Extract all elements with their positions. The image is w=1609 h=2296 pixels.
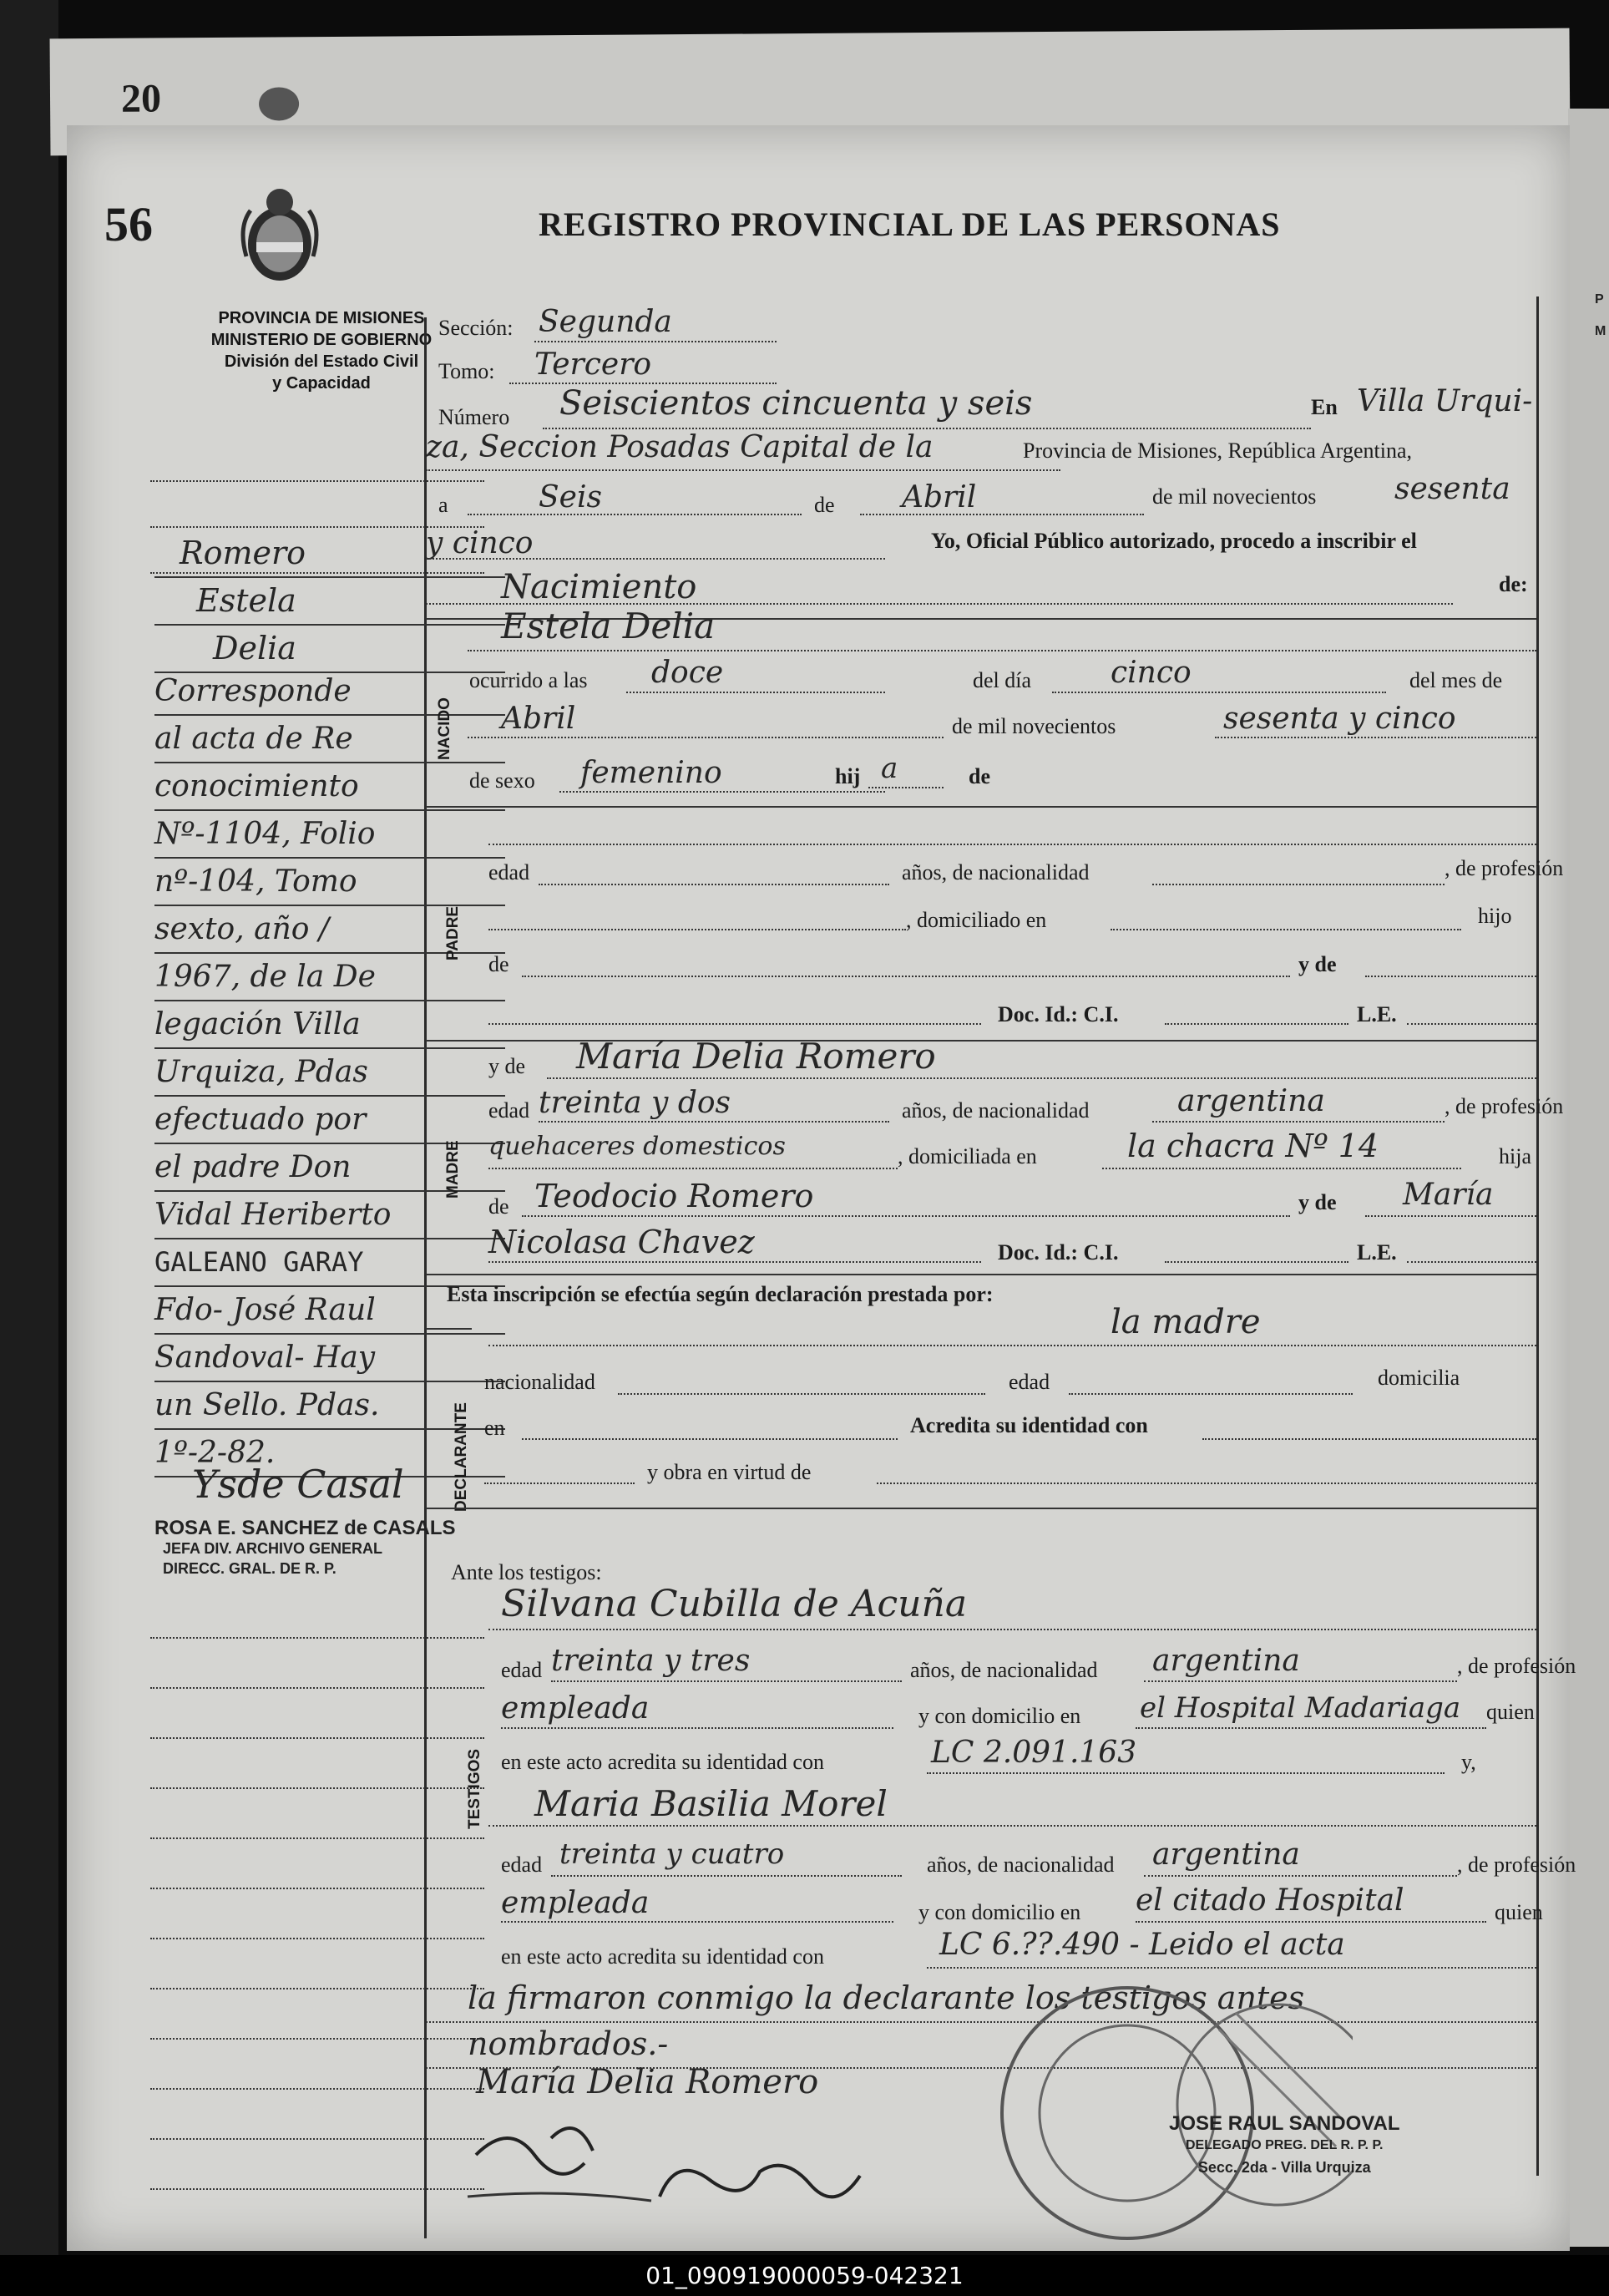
declarante-section-label: DECLARANTE: [453, 1402, 470, 1512]
madre-dom-label: , domiciliada en: [898, 1144, 1037, 1168]
testigo1-nacionalidad: argentina: [1152, 1644, 1300, 1678]
padre-de-label: de: [488, 952, 509, 976]
hij-suffix: a: [881, 752, 898, 785]
ante-label: Ante los testigos:: [451, 1560, 602, 1584]
madre-section-label: MADRE: [444, 1140, 462, 1199]
field-line: [484, 1483, 635, 1484]
coat-of-arms-icon: [234, 177, 326, 286]
en-label: En: [1311, 395, 1338, 419]
anio-value-a: sesenta: [1394, 472, 1510, 506]
mes-value: Abril: [902, 480, 977, 514]
sexo-value: femenino: [580, 756, 722, 790]
testigo1-edad-label: edad: [501, 1658, 543, 1682]
margin-line: [150, 1837, 484, 1839]
field-line: [551, 1680, 902, 1682]
margin-line: [150, 1687, 484, 1689]
madre-de-label: de: [488, 1194, 509, 1219]
tomo-label: Tomo:: [438, 359, 495, 383]
testigo1-acredita-label: en este acto acredita su identidad con: [501, 1750, 824, 1774]
office-heading: PROVINCIA DE MISIONES MINISTERIO DE GOBIERNO División del Estado Civil y Capacidad: [210, 309, 433, 393]
field-line: [488, 844, 1536, 845]
testigo1-nac-label: años, de nacionalidad: [910, 1658, 1098, 1682]
field-line: [501, 1921, 893, 1923]
field-line: [1407, 1261, 1536, 1263]
madre-y-de-label: y de: [488, 1054, 526, 1078]
field-line: [488, 929, 906, 930]
margin-annotation: Corresponde al acta de Re conocimiento Nº-1104, Folio nº-104, Tomo sexto, año / 1967, de la De legación Villa Urquiza, Pdas efectuado por el padre Don Vidal Heriberto GALEANO GARAY Fdo- José Raul Sandoval- Hay un Sello. Pdas. 1º-2-82.: [154, 668, 505, 1477]
margin-line: [150, 1787, 484, 1789]
margin-signature: Ysde Casal: [192, 1462, 404, 1507]
testigo1-profesion: empleada: [501, 1691, 650, 1726]
margin-line: [150, 480, 484, 482]
field-line: [1144, 1680, 1457, 1682]
top-folio-number: 20: [120, 76, 162, 121]
field-line: [1136, 1727, 1486, 1729]
field-line: [501, 1727, 893, 1729]
del-mes-label: del mes de: [1409, 668, 1503, 692]
field-line: [488, 1261, 981, 1263]
binder-edge: [0, 0, 58, 2255]
numero-value: Seiscientos cincuenta y seis: [559, 384, 1033, 423]
margin-line: [150, 2038, 484, 2040]
madre-padre-de: Teodocio Romero: [534, 1178, 814, 1214]
archive-stamp: ROSA E. SANCHEZ de CASALS JEFA DIV. ARCHIVO GENERAL DIRECC. GRAL. DE R. P.: [154, 1517, 456, 1577]
hij-label: hij: [835, 764, 861, 788]
oficial-text: Yo, Oficial Público autorizado, procedo a inscribir el: [931, 529, 1417, 553]
seccion-label: Sección:: [438, 316, 514, 340]
testigo2-edad: treinta y cuatro: [559, 1837, 785, 1871]
sexo-label: de sexo: [469, 768, 535, 793]
field-line: [1152, 884, 1445, 885]
section-divider: [426, 1508, 1536, 1509]
field-line: [468, 737, 944, 738]
testigo1-edad: treinta y tres: [551, 1644, 751, 1678]
madre-nac-label: años, de nacionalidad: [902, 1098, 1090, 1123]
declarante-en-label: en: [484, 1416, 505, 1440]
field-line: [626, 692, 885, 693]
field-line: [488, 1168, 898, 1169]
field-line: [1165, 1261, 1348, 1263]
field-line: [1215, 737, 1536, 738]
field-line: [426, 469, 1060, 471]
tipo-value: Nacimiento: [501, 568, 697, 606]
field-line: [927, 1967, 1536, 1969]
adjacent-page: [1568, 109, 1609, 2247]
testigo2-edad-label: edad: [501, 1853, 543, 1877]
field-line: [488, 1345, 1536, 1346]
field-line: [539, 884, 889, 885]
field-line: [559, 791, 885, 793]
nacido-nombre: Estela Delia: [501, 606, 716, 646]
margin-line: [150, 1988, 484, 1989]
seccion-value: Segunda: [539, 305, 672, 339]
field-line: [1365, 1215, 1536, 1217]
field-line: [1052, 692, 1386, 693]
field-line: [539, 1121, 889, 1123]
cierre-linea2: nombrados.-: [468, 2025, 669, 2062]
testigo1-dom-label: y con domicilio en: [918, 1704, 1081, 1728]
madre-le-label: L.E.: [1357, 1240, 1397, 1265]
lugar-value-a: Villa Urqui-: [1357, 384, 1533, 418]
page-title: REGISTRO PROVINCIAL DE LAS PERSONAS: [539, 205, 1281, 243]
right-frame-rule: [1536, 297, 1539, 2176]
testigos-section-label: TESTIGOS: [466, 1748, 483, 1829]
margin-name: Romero Estela Delia: [154, 530, 505, 673]
field-line: [547, 1077, 1536, 1079]
hora-value: doce: [651, 656, 724, 690]
field-line: [551, 1875, 902, 1877]
dia-value: Seis: [539, 480, 602, 514]
field-line: [534, 341, 777, 342]
image-id-caption: 01_090919000059-042321: [645, 2262, 964, 2289]
padre-edad-label: edad: [488, 860, 530, 884]
testigo2-nombre: Maria Basilia Morel: [534, 1783, 888, 1824]
declarante-nac-label: nacionalidad: [484, 1370, 595, 1394]
margin-line: [150, 1637, 484, 1639]
del-dia-label: del día: [973, 668, 1032, 692]
padre-y-de-label: y de: [1298, 952, 1337, 976]
field-line: [468, 514, 802, 515]
emblem-icon: [259, 87, 299, 120]
field-line: [468, 650, 1536, 651]
madre-nacionalidad: argentina: [1177, 1084, 1325, 1118]
field-line: [1136, 1921, 1486, 1923]
page-number: 56: [104, 197, 153, 251]
madre-signature: María Delia Romero: [476, 2063, 819, 2101]
testigo1-domicilio: el Hospital Madariaga: [1140, 1691, 1461, 1725]
margin-line: [150, 1737, 484, 1739]
field-line: [488, 1629, 1536, 1630]
tomo-value: Tercero: [534, 347, 652, 382]
testigo1-y-label: y,: [1461, 1750, 1476, 1774]
testigo2-domicilio: el citado Hospital: [1136, 1883, 1404, 1918]
margin-line: [150, 2188, 484, 2190]
madre-profesion: quehaceres domesticos: [488, 1132, 786, 1161]
declarante-dom-label: domicilia: [1378, 1366, 1460, 1390]
section-divider: [426, 806, 1536, 808]
testigo1-prof-label: , de profesión: [1457, 1654, 1576, 1678]
field-line: [1152, 1121, 1445, 1123]
declarante-obra-label: y obra en virtud de: [647, 1460, 812, 1484]
field-line: [1165, 1023, 1348, 1025]
witness-signatures: [459, 2105, 893, 2230]
margin-line: [150, 2138, 484, 2140]
field-line: [1144, 1875, 1457, 1877]
padre-hijo-label: hijo: [1478, 904, 1512, 928]
field-line: [543, 428, 1311, 429]
declarante-acredita-label: Acredita su identidad con: [910, 1413, 1148, 1437]
lugar-value-b: za, Seccion Posadas Capital de la: [426, 430, 934, 464]
testigo2-nacionalidad: argentina: [1152, 1837, 1300, 1872]
mes-nac-value: Abril: [501, 702, 576, 736]
madre-prof-label: , de profesión: [1445, 1094, 1564, 1118]
adjacent-page-text: P M: [1595, 292, 1606, 338]
de-label: de: [814, 493, 835, 517]
mil-label: de mil novecientos: [1152, 484, 1317, 509]
field-line: [1069, 1393, 1353, 1395]
numero-label: Número: [438, 405, 510, 429]
ocurrido-label: ocurrido a las: [469, 668, 588, 692]
field-line: [1407, 1023, 1536, 1025]
testigo2-prof-label: , de profesión: [1457, 1853, 1576, 1877]
testigo2-profesion: empleada: [501, 1886, 650, 1920]
madre-nombre: María Delia Romero: [576, 1036, 936, 1077]
field-line: [1365, 976, 1536, 977]
provincia-text: Provincia de Misiones, República Argentina,: [1023, 438, 1412, 463]
field-line: [426, 603, 1453, 605]
de-colon-label: de:: [1499, 572, 1528, 596]
field-line: [522, 976, 1290, 977]
field-line: [488, 1825, 1536, 1827]
field-line: [1202, 1438, 1536, 1440]
section-divider: [426, 1328, 472, 1330]
madre-hija-label: hija: [1499, 1144, 1531, 1168]
hij-de-label: de: [969, 764, 990, 788]
anio-value-b: y cinco: [426, 526, 534, 560]
madre-doc-label: Doc. Id.: C.I.: [998, 1240, 1119, 1265]
margin-line: [150, 1938, 484, 1939]
madre-edad: treinta y dos: [539, 1086, 731, 1120]
madre-madre-de-a: María: [1403, 1178, 1494, 1212]
field-line: [426, 2021, 1536, 2023]
madre-edad-label: edad: [488, 1098, 530, 1123]
padre-nac-label: años, de nacionalidad: [902, 860, 1090, 884]
testigo2-dom-label: y con domicilio en: [918, 1900, 1081, 1924]
field-line: [488, 1023, 981, 1025]
padre-prof-label: , de profesión: [1445, 856, 1564, 880]
field-line: [426, 558, 885, 560]
register-page: [67, 125, 1576, 2251]
testigo2-quien-label: quien: [1495, 1900, 1543, 1924]
testigo1-doc: LC 2.091.163: [931, 1736, 1137, 1770]
madre-y-de2-label: y de: [1298, 1190, 1337, 1214]
padre-section-label: PADRE: [444, 905, 462, 960]
mil-nac-label: de mil novecientos: [952, 714, 1116, 738]
field-line: [1111, 929, 1461, 930]
cierre-linea1: la firmaron conmigo la declarante los testigos antes: [468, 1979, 1305, 2016]
field-line: [927, 1772, 1445, 1774]
declarante-value: la madre: [1111, 1303, 1261, 1341]
field-line: [618, 1393, 985, 1395]
madre-madre-de-b: Nicolasa Chavez: [488, 1224, 755, 1260]
madre-domicilio: la chacra Nº 14: [1127, 1128, 1379, 1164]
a-label: a: [438, 493, 448, 517]
field-line: [868, 787, 944, 788]
testigo1-quien-label: quien: [1486, 1700, 1535, 1724]
anio-nac-value: sesenta y cinco: [1223, 702, 1456, 736]
field-line: [1102, 1168, 1461, 1169]
official-stamp-text: JOSE RAUL SANDOVAL DELEGADO PREG. DEL R. P. P. Secc. 2da - Villa Urquiza: [1169, 2112, 1400, 2176]
padre-le-label: L.E.: [1357, 1002, 1397, 1026]
field-line: [877, 1483, 1536, 1484]
declarante-edad-label: edad: [1009, 1370, 1050, 1394]
testigo2-nac-label: años, de nacionalidad: [927, 1853, 1115, 1877]
padre-doc-label: Doc. Id.: C.I.: [998, 1002, 1119, 1026]
section-divider: [426, 1274, 1536, 1275]
padre-dom-label: , domiciliado en: [906, 908, 1047, 932]
declaracion-text: Esta inscripción se efectúa según declaración prestada por:: [447, 1282, 994, 1306]
margin-line: [150, 2088, 484, 2090]
field-line: [522, 1438, 898, 1440]
field-line: [522, 1215, 1290, 1217]
testigo2-acredita-label: en este acto acredita su identidad con: [501, 1944, 824, 1969]
margin-line: [150, 1888, 484, 1889]
dia-nac-value: cinco: [1111, 656, 1192, 690]
testigo1-nombre: Silvana Cubilla de Acuña: [501, 1583, 968, 1625]
field-line: [860, 514, 1144, 515]
testigo2-doc: LC 6.??.490 - Leido el acta: [939, 1928, 1345, 1962]
nacido-section-label: NACIDO: [436, 697, 453, 760]
